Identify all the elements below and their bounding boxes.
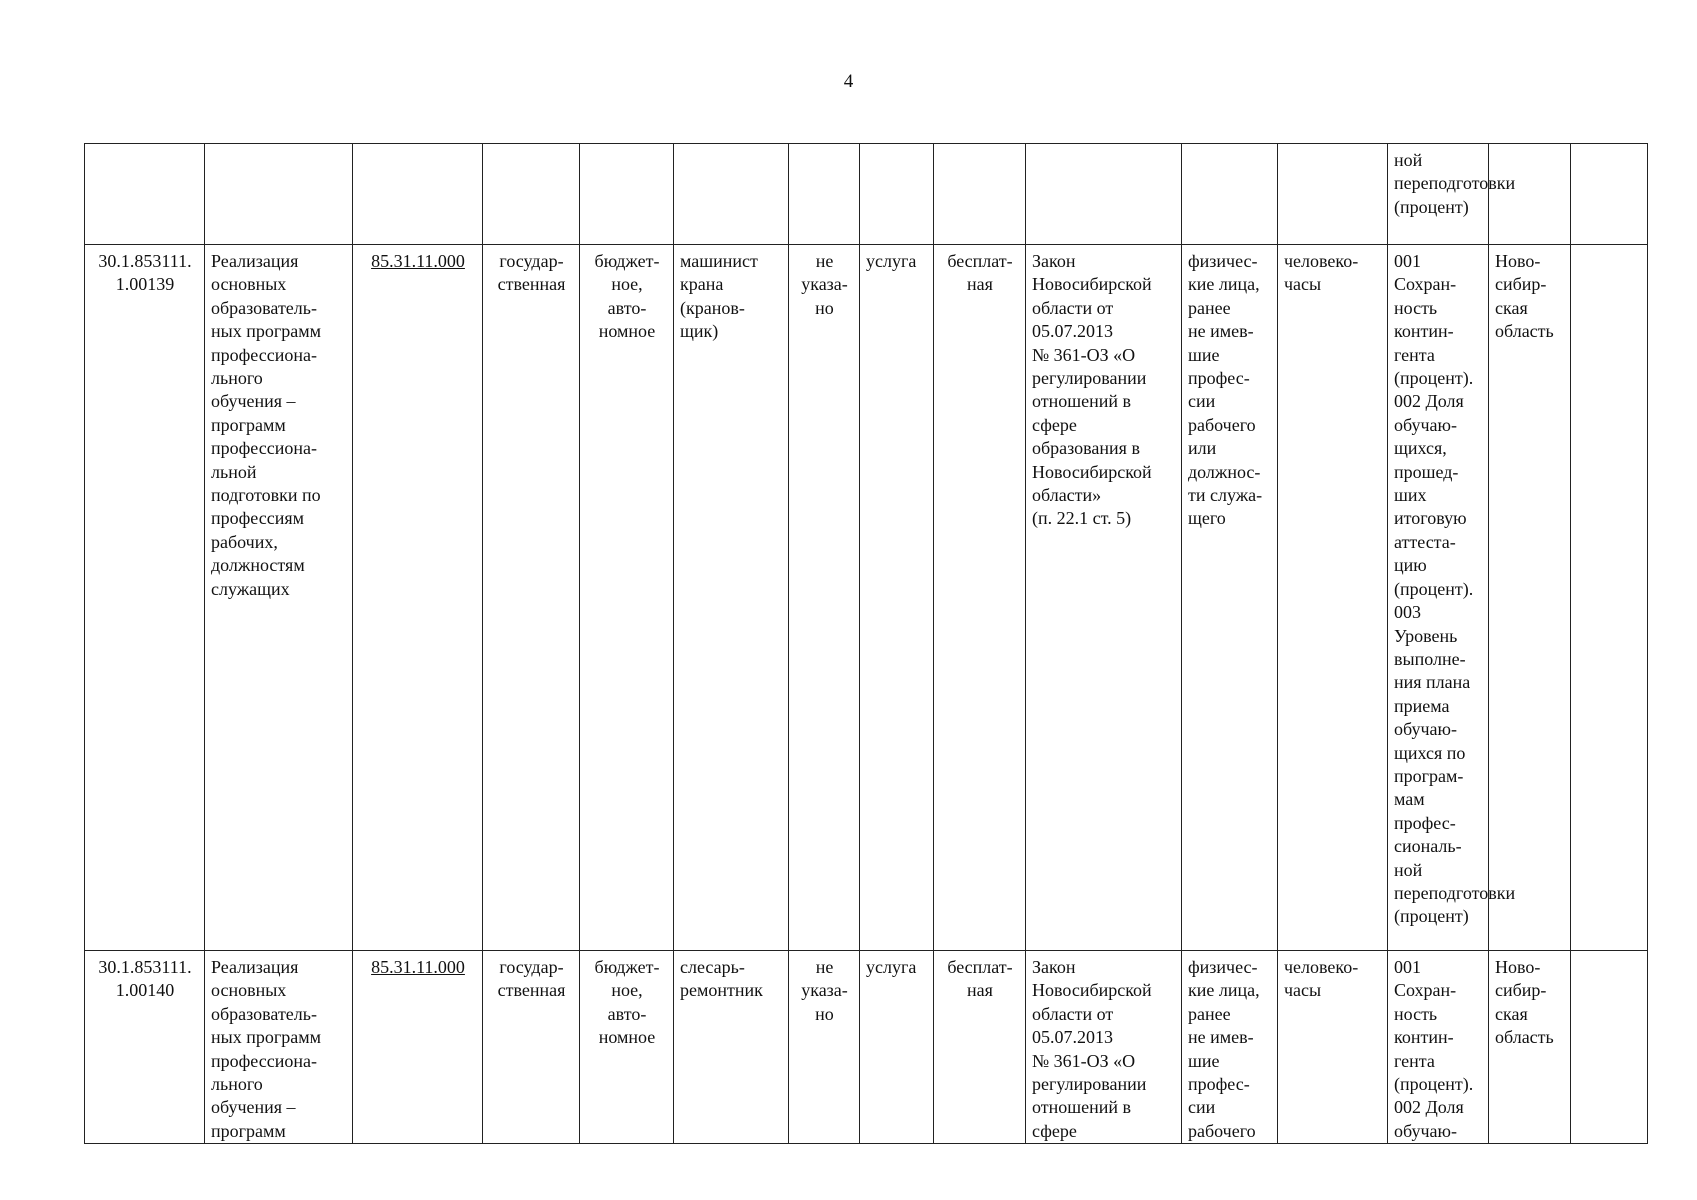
cell-region: Ново- сибир- ская область <box>1489 951 1571 1144</box>
cell-payment: бесплат- ная <box>934 951 1026 1144</box>
okved-code: 85.31.11.000 <box>371 251 465 271</box>
cell-payment: бесплат- ная <box>934 245 1026 951</box>
cell-empty <box>860 144 934 245</box>
cell-institution-type: бюджет- ное, авто- номное <box>580 245 674 951</box>
cell-empty <box>85 144 205 245</box>
cell-empty <box>789 144 860 245</box>
cell-kind: услуга <box>860 245 934 951</box>
cell-code: 30.1.853111. 1.00140 <box>85 951 205 1144</box>
cell-code: 30.1.853111. 1.00139 <box>85 245 205 951</box>
cell-ownership: государ- ственная <box>483 245 580 951</box>
page-number: 4 <box>843 71 854 92</box>
cell-consumers: физичес- кие лица, ранее не имев- шие профес- сии рабочего или должнос- ти служа- щего <box>1182 245 1278 951</box>
cell-content: слесарь- ремонтник <box>674 951 789 1144</box>
cell-indicators: 001 Сохран- ность контин- гента (процент). 002 Доля обучаю- <box>1388 951 1489 1144</box>
cell-volume-unit: человеко- часы <box>1278 245 1388 951</box>
cell-legal-basis: Закон Новосибирской области от 05.07.2013 № 361-ОЗ «О регулировании отношений в сфере образования в Новосибирской области» (п. 22.1 ст. 5) <box>1026 245 1182 951</box>
table-row <box>85 951 1648 1144</box>
cell-volume-unit: человеко- часы <box>1278 951 1388 1144</box>
cell-okved <box>353 951 483 1144</box>
cell-empty <box>674 144 789 245</box>
cell-indicators: 001 Сохран- ность контин- гента (процент). 002 Доля обучаю- щихся, прошед- ших итоговую аттеста- цию (процент). 003 Уровень выполне- ния плана приема обучаю- щихся по програм- мам профес- сиональ- ной переподготовки (процент) <box>1388 245 1489 951</box>
cell-empty <box>1571 144 1648 245</box>
cell-conditions: не указа- но <box>789 245 860 951</box>
cell-indicators: ной переподготовки (процент) <box>1388 144 1489 245</box>
cell-empty <box>1489 144 1571 245</box>
cell-extra <box>1571 951 1648 1144</box>
cell-extra <box>1571 245 1648 951</box>
cell-conditions: не указа- но <box>789 951 860 1144</box>
cell-region: Ново- сибир- ская область <box>1489 245 1571 951</box>
cell-kind: услуга <box>860 951 934 1144</box>
cell-okved <box>353 245 483 951</box>
cell-empty <box>1182 144 1278 245</box>
cell-service-name: Реализация основных образователь- ных программ профессиона- льного обучения – программ <box>205 951 353 1144</box>
cell-consumers: физичес- кие лица, ранее не имев- шие профес- сии рабочего <box>1182 951 1278 1144</box>
cell-empty <box>934 144 1026 245</box>
cell-content: машинист крана (кранов- щик) <box>674 245 789 951</box>
table-row-continuation <box>85 144 1648 245</box>
cell-empty <box>580 144 674 245</box>
cell-ownership: государ- ственная <box>483 951 580 1144</box>
cell-empty <box>1278 144 1388 245</box>
cell-empty <box>1026 144 1182 245</box>
table-row <box>85 245 1648 951</box>
cell-legal-basis: Закон Новосибирской области от 05.07.2013 № 361-ОЗ «О регулировании отношений в сфере <box>1026 951 1182 1144</box>
okved-code: 85.31.11.000 <box>371 957 465 977</box>
cell-institution-type: бюджет- ное, авто- номное <box>580 951 674 1144</box>
registry-table <box>84 143 1648 1144</box>
cell-service-name: Реализация основных образователь- ных программ профессиона- льного обучения – программ профессиона- льной подготовки по профессиям рабочих, должностям служащих <box>205 245 353 951</box>
cell-empty <box>353 144 483 245</box>
cell-empty <box>205 144 353 245</box>
cell-empty <box>483 144 580 245</box>
